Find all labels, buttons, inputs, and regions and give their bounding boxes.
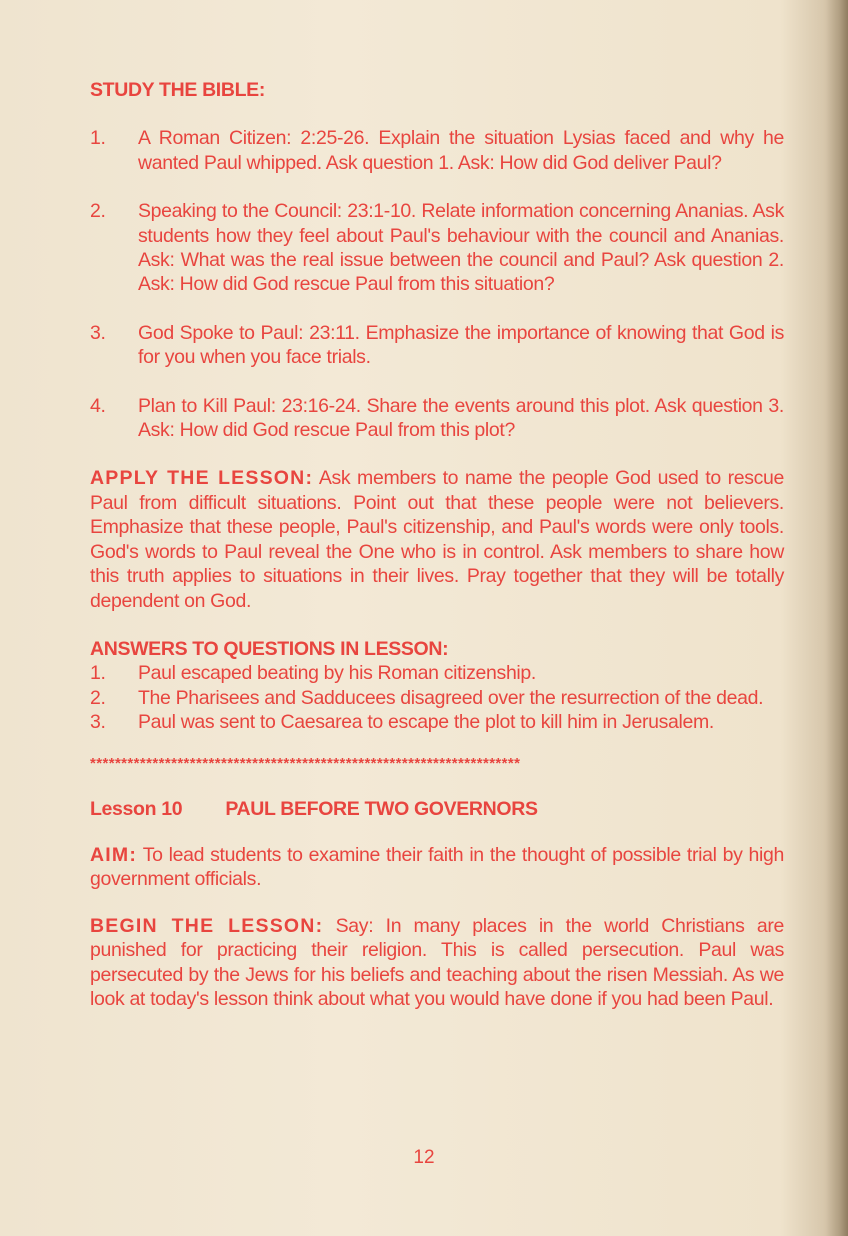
answer-item-3 — [90, 710, 784, 734]
study-item-text: A Roman Citizen: 2:25-26. Explain the situation Lysias faced and why he wanted Paul whipped. Ask question 1. Ask: How did God deliver Paul? — [138, 127, 784, 174]
study-item-number: 1. — [90, 127, 106, 150]
study-item-text: God Spoke to Paul: 23:11. Emphasize the importance of knowing that God is for you when you face trials. — [138, 321, 784, 369]
aim-text: To lead students to examine their faith in the thought of possible trial by high government officials. — [90, 843, 785, 891]
aim-paragraph — [90, 843, 784, 892]
study-item-3 — [90, 321, 784, 370]
page-spine-shadow — [826, 0, 848, 1236]
study-item-1 — [90, 126, 784, 175]
asterisk-divider: ********************************************************************* — [90, 754, 521, 772]
page-number: 12 — [413, 1147, 435, 1168]
lesson-title: PAUL BEFORE TWO GOVERNORS — [225, 797, 538, 820]
apply-paragraph — [90, 466, 784, 612]
answer-item-2 — [90, 686, 784, 710]
answers-heading: ANSWERS TO QUESTIONS IN LESSON: — [90, 637, 449, 660]
begin-paragraph — [90, 914, 784, 1012]
answers-list — [90, 661, 784, 734]
answer-text: Paul was sent to Caesarea to escape the plot to kill him in Jerusalem. — [138, 711, 714, 734]
apply-text: Ask members to name the people God used to rescue Paul from difficult situations. Point out that these people were not believers. Emphasize that these people, Paul's citizenship, and Paul's words were only tools. God's words to Paul reveal the One who is in control. Ask members to share how this truth applies to situations in their lives. Pray together that they will be totally dependent on God. — [90, 467, 785, 612]
study-item-text: Speaking to the Council: 23:1-10. Relate information concerning Ananias. Ask students how they feel about Paul's behaviour with the council and Ananias. Ask: What was the real issue between the council and Paul? Ask question 2. Ask: How did God rescue Paul from this situation? — [138, 200, 784, 296]
page-content — [90, 78, 784, 1011]
answer-text: Paul escaped beating by his Roman citizenship. — [138, 662, 536, 685]
begin-label: BEGIN THE LESSON: — [90, 914, 324, 937]
answer-text: The Pharisees and Sadducees disagreed over the resurrection of the dead. — [138, 686, 764, 709]
answer-number: 1. — [90, 662, 106, 685]
study-item-4 — [90, 394, 784, 443]
study-item-text: Plan to Kill Paul: 23:16-24. Share the events around this plot. Ask question 3. Ask: How did God rescue Paul from this plot? — [138, 394, 784, 442]
answer-number: 2. — [90, 686, 106, 709]
apply-label: APPLY THE LESSON: — [90, 467, 314, 490]
begin-text: Say: In many places in the world Christians are punished for practicing their religion. This is called persecution. Paul was persecuted by the Jews for his beliefs and teaching about the risen Messiah. As we look at today's lesson think about what you would have done if you had been Paul. — [90, 914, 784, 1010]
answer-number: 3. — [90, 711, 106, 734]
study-item-number: 4. — [90, 394, 106, 417]
study-item-number: 2. — [90, 200, 106, 223]
answer-item-1 — [90, 661, 784, 685]
lesson-number: Lesson 10 — [90, 797, 183, 820]
lesson-heading — [90, 797, 784, 821]
study-heading: STUDY THE BIBLE: — [90, 79, 265, 101]
study-item-number: 3. — [90, 321, 106, 344]
aim-label: AIM: — [90, 843, 138, 866]
study-item-2 — [90, 199, 784, 297]
